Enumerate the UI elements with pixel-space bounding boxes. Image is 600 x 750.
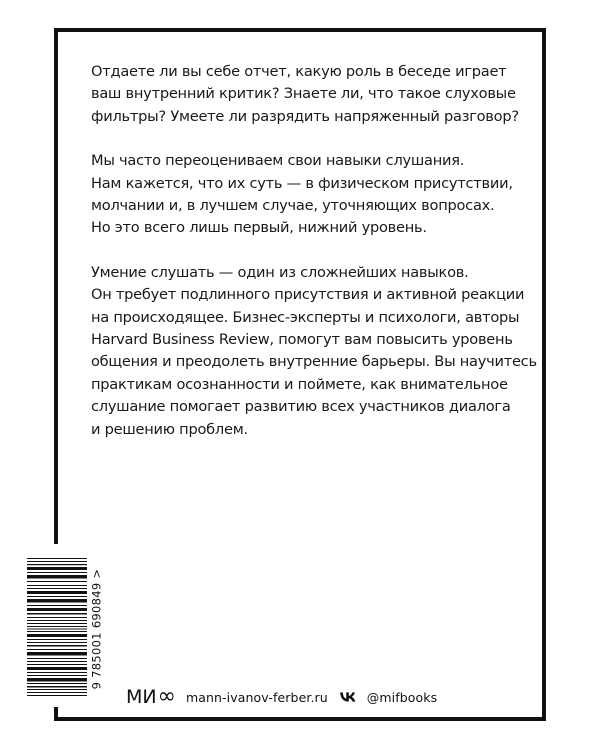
text-line: на происходящее. Бизнес-эксперты и психологи, авторы (91, 308, 520, 326)
text-line: слушание помогает развитию всех участников диалога (91, 398, 511, 416)
blurb-text (91, 61, 537, 463)
frame-border-top (54, 28, 546, 32)
frame-border-left-lower (54, 707, 58, 721)
text-line: и решению проблем. (91, 420, 248, 438)
paragraph-1 (91, 61, 531, 128)
text-line: Harvard Business Review, помогут вам повысить уровень (91, 331, 513, 349)
frame-border-bottom (54, 717, 546, 721)
text-line: практикам осознанности и поймете, как внимательное (91, 375, 508, 393)
frame-border-left-upper (54, 28, 58, 544)
publisher-footer (126, 686, 437, 708)
frame-border-right (542, 28, 546, 721)
barcode-icon (27, 558, 87, 696)
text-line: фильтры? Умеете ли разрядить напряженный разговор? (91, 107, 519, 125)
isbn-barcode (27, 558, 103, 700)
social-handle: @mifbooks (366, 689, 438, 705)
text-line: Но это всего лишь первый, нижний уровень. (91, 219, 427, 237)
publisher-website: mann-ivanov-ferber.ru (185, 689, 328, 705)
paragraph-3 (91, 262, 537, 441)
text-line: молчании и, в лучшем случае, уточняющих вопросах. (91, 197, 495, 215)
text-line: Нам кажется, что их суть — в физическом присутствии, (91, 174, 513, 192)
text-line: Он требует подлинного присутствия и активной реакции (91, 286, 525, 304)
logo-infinity-icon: ∞ (157, 684, 176, 709)
paragraph-2 (91, 150, 531, 240)
text-line: ваш внутренний критик? Знаете ли, что такое слуховые (91, 85, 516, 103)
vk-icon (340, 691, 356, 703)
text-line: общения и преодолеть внутренние барьеры. Вы научитесь (91, 353, 537, 371)
publisher-logo (126, 686, 176, 708)
isbn-digits: 9 785001 690849 > (89, 568, 104, 690)
logo-text: МИ (126, 686, 157, 708)
text-line: Отдаете ли вы себе отчет, какую роль в беседе играет (91, 63, 507, 80)
text-line: Мы часто переоцениваем свои навыки слушания. (91, 152, 465, 170)
text-line: Умение слушать — один из сложнейших навыков. (91, 263, 469, 281)
